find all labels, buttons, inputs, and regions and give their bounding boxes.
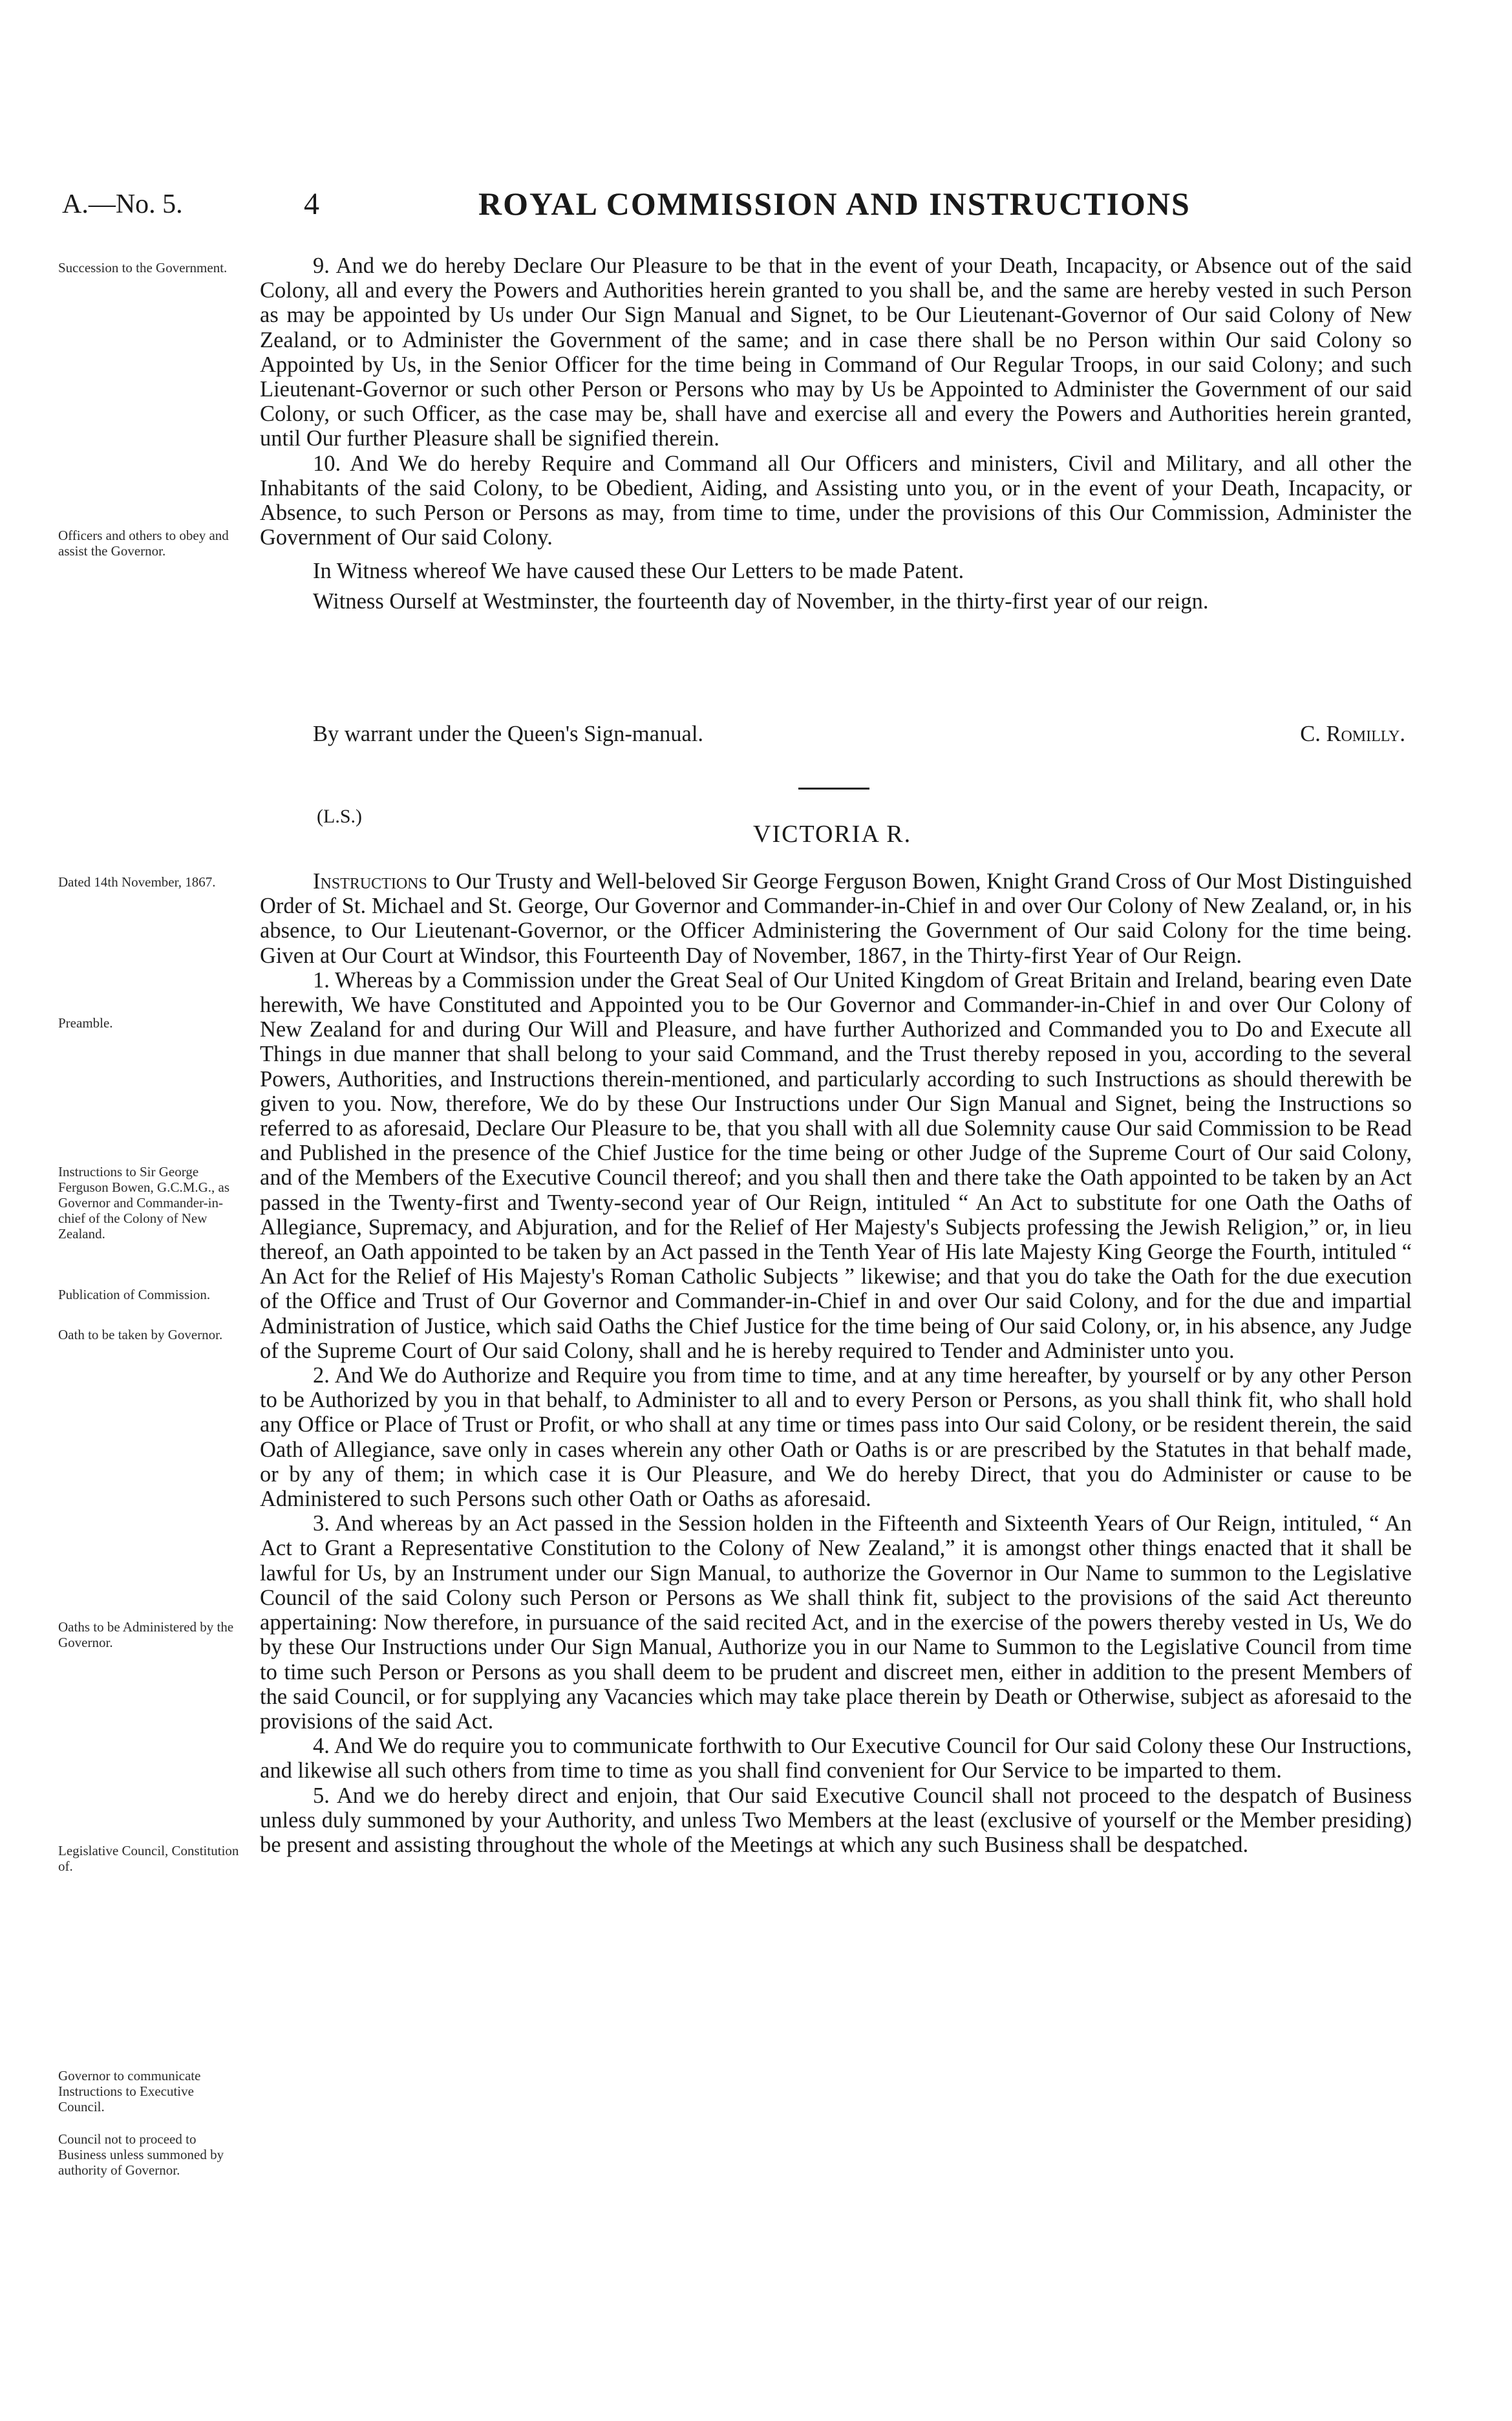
margin-note-communicate: Governor to communicate Instructions to Executive Council. [58, 2068, 201, 2114]
margin-note-oath-governor: Oath to be taken by Governor. [58, 1327, 223, 1342]
margin-note-publication: Publication of Commission. [58, 1287, 211, 1302]
seal-mark: (L.S.) [317, 806, 362, 827]
page-title: ROYAL COMMISSION AND INSTRUCTIONS [478, 186, 1191, 222]
commission-text [260, 253, 1412, 614]
margin-note-preamble: Preamble. [58, 1015, 113, 1031]
witness-date: Witness Ourself at Westminster, the fourteenth day of November, in the thirty-first year of our reign. [313, 588, 1209, 614]
instruction-1: 1. Whereas by a Commission under the Great Seal of Our United Kingdom of Great Britain and Ireland, bearing even Date herewith, We have Constituted and Appointed you to be Our Governor and Commander-in-Chief in and over Our Colony of New Zealand for and during Our Will and Pleasure, and have further Authorized and Commanded you to Do and Execute all Things in due manner that shall belong to your said Command, and the Trust thereby reposed in you, according to the several Powers, Authorities, and Instructions therein-mentioned, and particularly according to such Instructions as should therewith be given to you. Now, therefore, We do by these Our Instructions under Our Sign Manual and Signet, being the Instructions so referred to as aforesaid, Declare Our Pleasure to be, that you shall with all due Solemnity cause Our said Commission to be Read and Published in the presence of the Chief Justice for the time being or other Judge of the Supreme Court of Our said Colony, and of the Members of the Executive Council thereof; and you shall then and there take the Oath appointed to be taken by an Act passed in the Twenty-first and Twenty-second year of Our Reign, intituled “ An Act to substitute for one Oath the Oaths of Allegiance, Supremacy, and Abjuration, and for the Relief of Her Majesty's Subjects professing the Jewish Religion,” or, in lieu thereof, an Oath appointed to be taken by an Act passed in the Tenth Year of His late Majesty King George the Fourth, intituled “ An Act for the Relief of His Majesty's Roman Catholic Subjects ” likewise; and that you do take the Oath for the due execution of the Office and Trust of Our Governor and Commander-in-Chief in and over Our said Colony, and for the due and impartial Administration of Justice, which said Oaths the Chief Justice for the time being of Our said Colony, or, in his absence, any Judge of the Supreme Court of Our said Colony, shall and he is hereby required to Tender and Administer unto you. [260, 967, 1412, 1363]
margin-note-succession: Succession to the Government. [58, 260, 228, 275]
margin-note-dated: Dated 14th November, 1867. [58, 874, 216, 890]
clause-9: 9. And we do hereby Declare Our Pleasure to be that in the event of your Death, Incapacity, or Absence out of the said Colony, all and every the Powers and Authorities herein granted to you shall be, and the same are hereby vested in such Person as may be appointed by Us under Our Sign Manual and Signet, to be Our Lieutenant-Governor of Our said Colony of New Zealand, or to Administer the Government of the same; and in case there shall be no Person within Our said Colony so Appointed by Us, in the Senior Officer for the time being in Command of Our Regular Troops, in our said Colony; and such Lieutenant-Governor or such other Person or Persons who may by Us be Appointed to Administer the Government of our said Colony, or such Officer, as the case may be, shall have and exercise all and every the Powers and Authorities herein granted, until Our further Pleasure shall be signified therein. [260, 253, 1412, 451]
margin-note-officers: Officers and others to obey and assist the Governor. [58, 528, 229, 559]
clause-10: 10. And We do hereby Require and Command all Our Officers and ministers, Civil and Military, and all other the Inhabitants of the said Colony, to be Obedient, Aiding, and Assisting unto you, or in the event of your Death, Incapacity, or Absence, to such Person or Persons as may, from time to time, under the provisions of this Our Commission, Administer the Government of Our said Colony. [260, 451, 1412, 550]
signatory: C. Romilly. [1300, 722, 1405, 746]
instructions-text [260, 869, 1412, 1857]
instruction-3: 3. And whereas by an Act passed in the Session holden in the Fifteenth and Sixteenth Years of Our Reign, intituled, “ An Act to Grant a Representative Constitution to the Colony of New Zealand,” it is amongst other things enacted that it shall be lawful for Us, by an Instrument under our Sign Manual, to authorize the Governor in Our Name to summon to the Legislative Council of the said Colony such Person or Persons as We shall think fit, subject to the provisions of the said Act thereunto appertaining: Now therefore, in pursuance of the said recited Act, and in the exercise of the powers thereby vested in Us, We do by these Our Instructions under Our Sign Manual, Authorize you in our Name to Summon to the Legislative Council from time to time such Person or Persons as you shall deem to be prudent and discreet men, either in addition to the present Members of the said Council, or for supplying any Vacancies which may take place therein by Death or Otherwise, subject as aforesaid to the provisions of the said Act. [260, 1511, 1412, 1734]
margin-note-council: Council not to proceed to Business unless summoned by authority of Governor. [58, 2131, 224, 2178]
instruction-4: 4. And We do require you to communicate forthwith to Our Executive Council for Our said Colony these Our Instructions, and likewise all such others from time to time as you shall find convenient for Our Service to be imparted to them. [260, 1734, 1412, 1783]
section-divider [798, 788, 869, 790]
margin-note-legislative: Legislative Council, Constitution of. [58, 1843, 239, 1874]
sovereign-signature: VICTORIA R. [753, 821, 912, 848]
instruction-5: 5. And we do hereby direct and enjoin, that Our said Executive Council shall not proceed to the despatch of Business unless duly summoned by your Authority, and unless Two Members at the least (exclusive of yourself or the Member presiding) be present and assisting throughout the whole of the Meetings at which any such Business shall be despatched. [260, 1783, 1412, 1857]
warrant-text: By warrant under the Queen's Sign-manual. [313, 722, 704, 746]
page-number: 4 [304, 187, 319, 221]
document-reference: A.—No. 5. [62, 189, 183, 219]
instructions-intro-body: to Our Trusty and Well-beloved Sir George Ferguson Bowen, Knight Grand Cross of Our Most Distinguished Order of St. Michael and St. George, Our Governor and Commander-in-Chief in and over Our Colony of New Zealand, or, in his absence, to Our Lieutenant-Governor, or the Officer Administering the Government of Our said Colony for the time being. Given at Our Court at Windsor, this Fourteenth Day of November, 1867, in the Thirty-first Year of Our Reign. [260, 869, 1412, 968]
instruction-2: 2. And We do Authorize and Require you from time to time, and at any time hereafter, by yourself or by any other Person to be Authorized by you in that behalf, to Administer to all and to every Person or Persons, as you shall think fit, who shall hold any Office or Place of Trust or Profit, or who shall at any time or times pass into Our said Colony, or be resident therein, the said Oath of Allegiance, save only in cases wherein any other Oath or Oaths is or are prescribed by the Statutes in that behalf made, or by any of them; in which case it is Our Pleasure, and We do hereby Direct, that you do Administer or cause to be Administered to such Persons such other Oath or Oaths as aforesaid. [260, 1363, 1412, 1512]
instructions-lead: Instructions [313, 869, 427, 894]
margin-note-oaths-admin: Oaths to be Administered by the Governor. [58, 1619, 234, 1650]
margin-note-instructions-to: Instructions to Sir George Ferguson Bowen, G.C.M.G., as Governor and Commander-in-chief of the Colony of New Zealand. [58, 1164, 230, 1242]
instructions-intro [260, 869, 1412, 968]
witness-clause: In Witness whereof We have caused these Our Letters to be made Patent. [313, 559, 964, 584]
